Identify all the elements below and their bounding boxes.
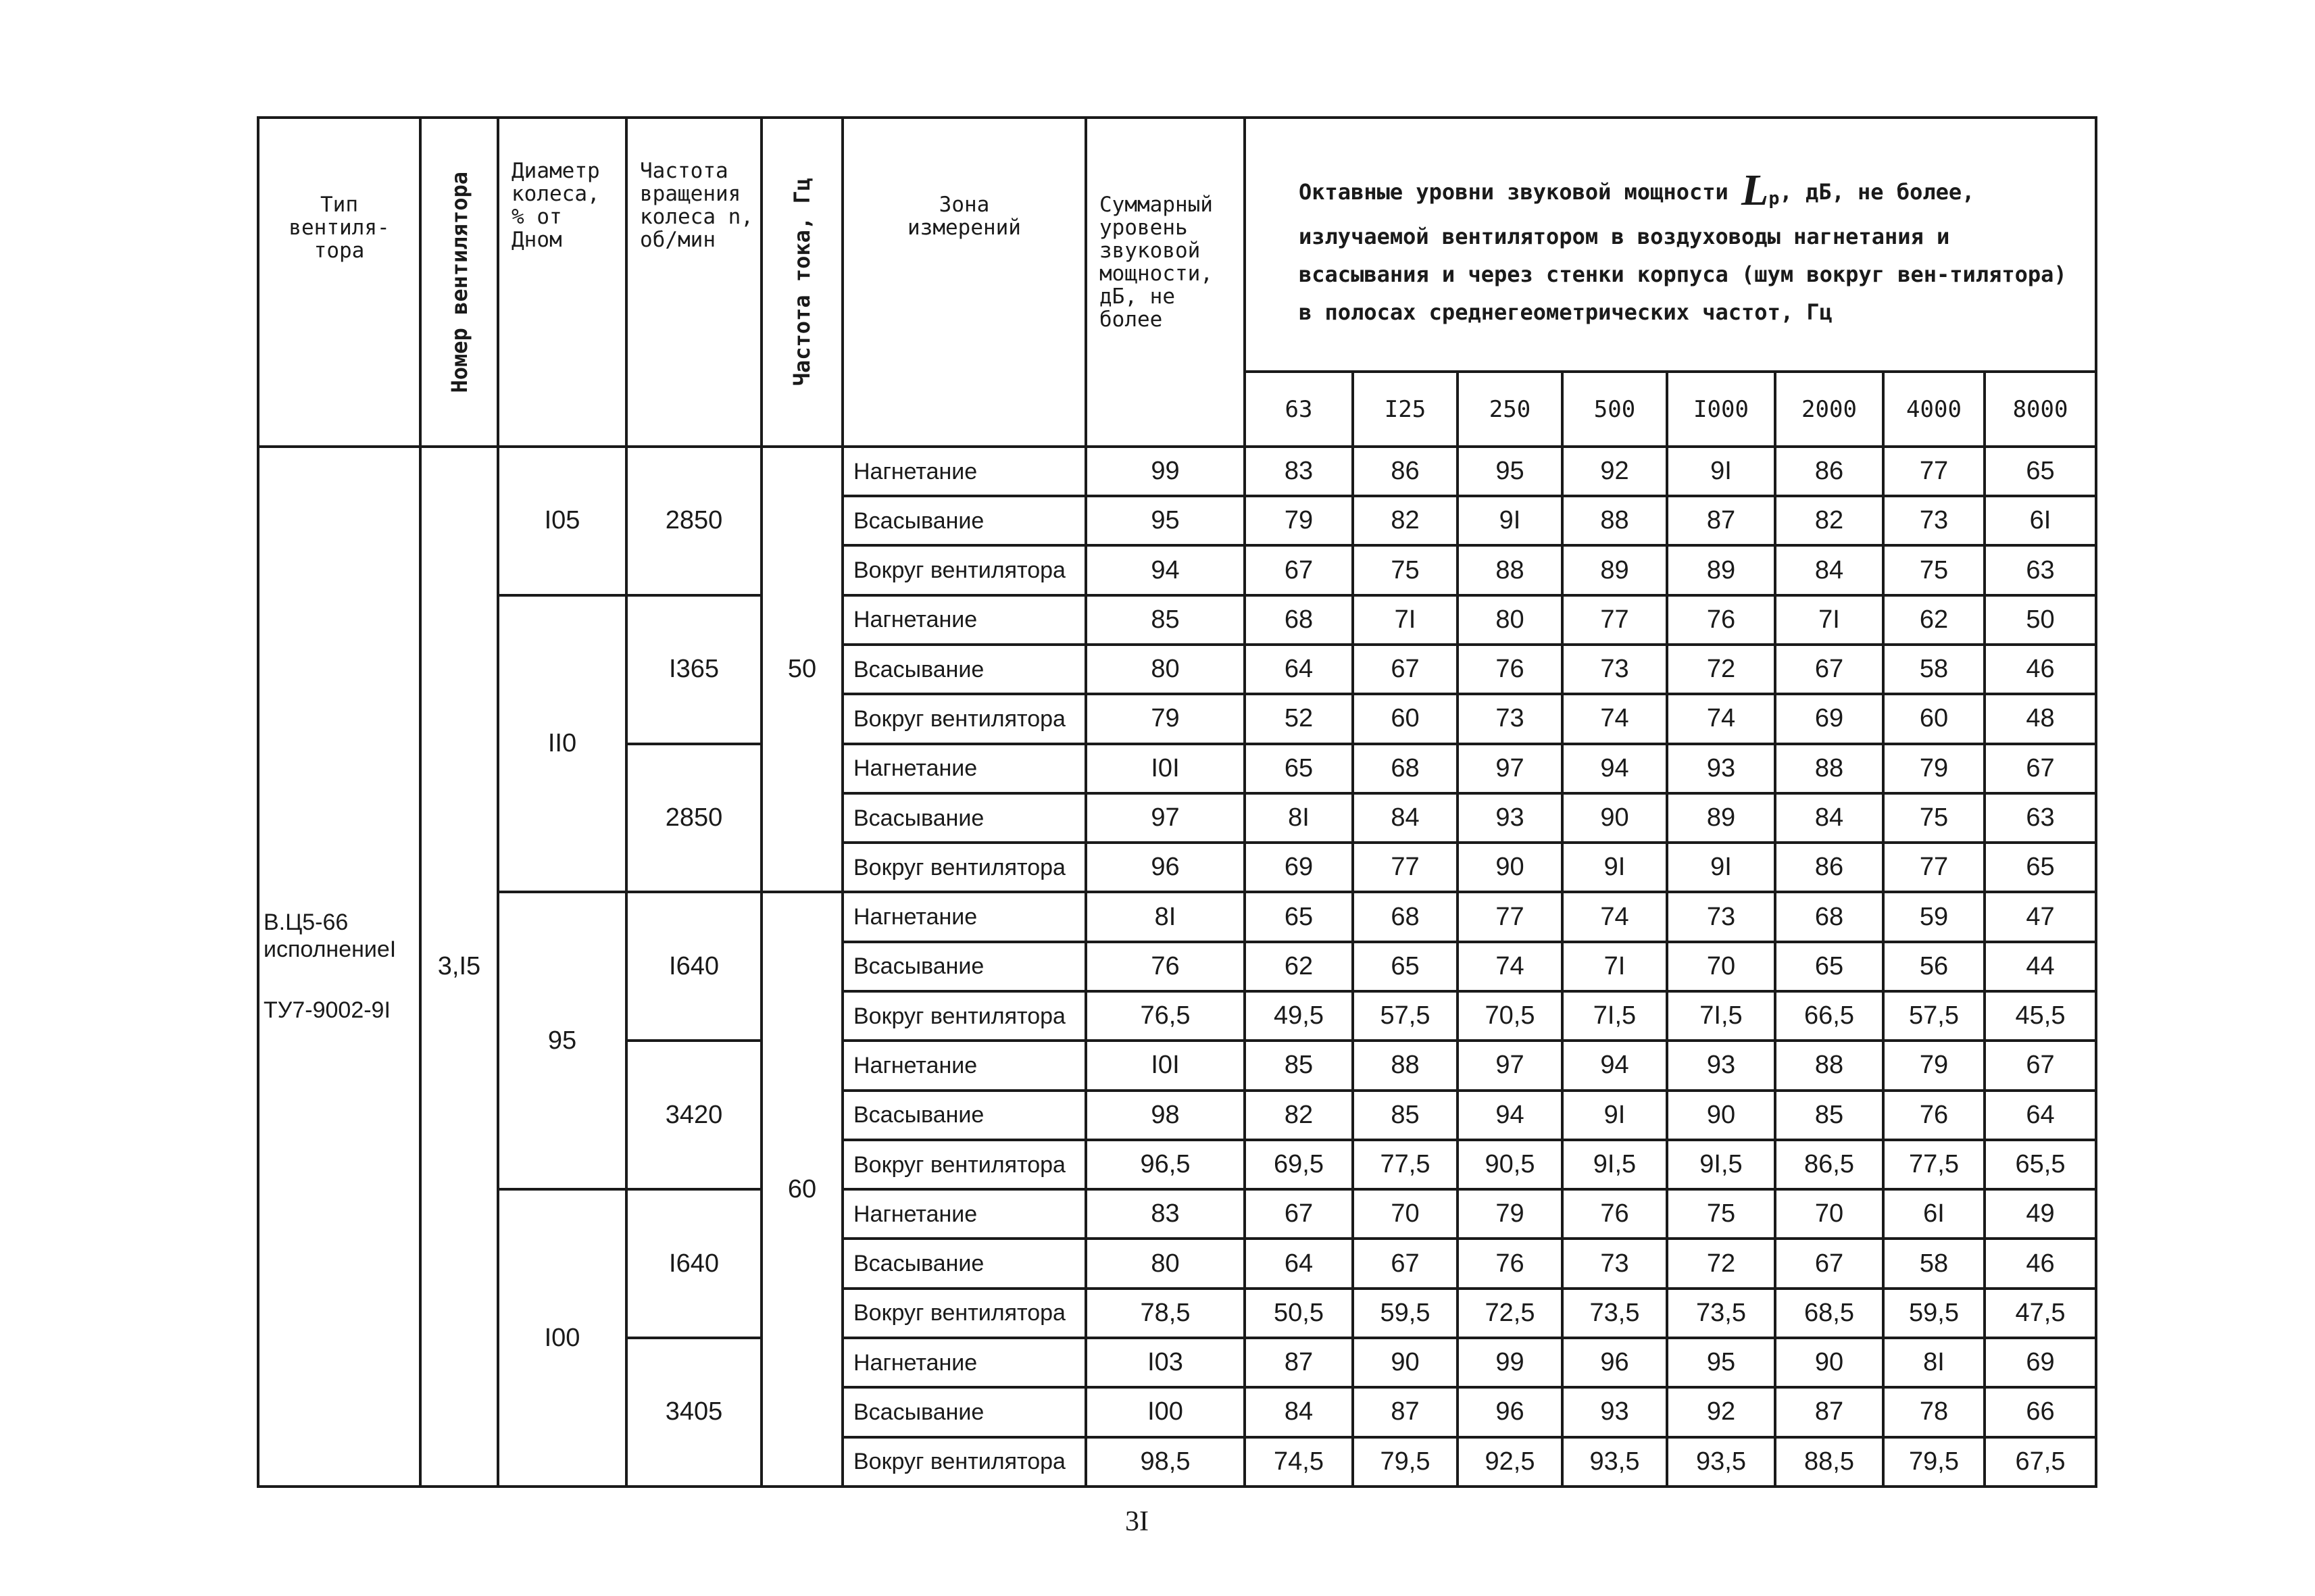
fan-type-line: ТУ7-9002-9I bbox=[264, 997, 391, 1024]
octave-level-cell: 70,5 bbox=[1458, 991, 1562, 1041]
header-rotation-speed: Частота вращения колеса n, об/мин bbox=[626, 118, 762, 447]
measurement-zone-cell: Нагнетание bbox=[843, 447, 1086, 496]
octave-level-cell: 62 bbox=[1883, 595, 1985, 645]
rotation-speed-cell: 3420 bbox=[626, 1041, 762, 1189]
measurement-zone-cell: Нагнетание bbox=[843, 1338, 1086, 1387]
octave-level-cell: 7I bbox=[1353, 595, 1458, 645]
octave-level-cell: 77 bbox=[1883, 843, 1985, 892]
rotation-speed-cell: I640 bbox=[626, 892, 762, 1041]
octave-level-cell: 60 bbox=[1883, 694, 1985, 743]
octave-level-cell: 49 bbox=[1985, 1189, 2096, 1239]
measurement-zone-cell: Вокруг вентилятора bbox=[843, 1140, 1086, 1189]
octave-level-cell: 88,5 bbox=[1775, 1437, 1883, 1487]
frequency-header: I000 bbox=[1667, 372, 1775, 446]
octave-symbol-sub: р bbox=[1768, 188, 1780, 209]
measurement-zone-cell: Всасывание bbox=[843, 1239, 1086, 1288]
octave-level-cell: 67 bbox=[1775, 1239, 1883, 1288]
measurement-zone-cell: Вокруг вентилятора bbox=[843, 694, 1086, 743]
octave-level-cell: 92 bbox=[1667, 1387, 1775, 1437]
octave-level-cell: 68 bbox=[1775, 892, 1883, 941]
octave-level-cell: 48 bbox=[1985, 694, 2096, 743]
octave-level-cell: 94 bbox=[1562, 1041, 1667, 1090]
measurement-zone-cell: Нагнетание bbox=[843, 1041, 1086, 1090]
measurement-zone-cell: Всасывание bbox=[843, 496, 1086, 545]
octave-level-cell: 67 bbox=[1985, 744, 2096, 793]
frequency-header: 250 bbox=[1458, 372, 1562, 446]
octave-level-cell: 93,5 bbox=[1562, 1437, 1667, 1487]
octave-level-cell: 73 bbox=[1562, 645, 1667, 694]
octave-level-cell: 86 bbox=[1353, 447, 1458, 496]
measurement-zone-cell: Вокруг вентилятора bbox=[843, 843, 1086, 892]
measurement-zone-cell: Всасывание bbox=[843, 793, 1086, 843]
total-level-cell: 95 bbox=[1086, 496, 1245, 545]
octave-level-cell: 73 bbox=[1562, 1239, 1667, 1288]
octave-level-cell: 9I bbox=[1458, 496, 1562, 545]
octave-level-cell: 94 bbox=[1562, 744, 1667, 793]
measurement-zone-cell: Вокруг вентилятора bbox=[843, 545, 1086, 595]
octave-level-cell: 67 bbox=[1353, 645, 1458, 694]
octave-level-cell: 77 bbox=[1562, 595, 1667, 645]
octave-level-cell: 79 bbox=[1245, 496, 1353, 545]
page-number: 3I bbox=[1125, 1506, 1149, 1537]
octave-level-cell: 67 bbox=[1985, 1041, 2096, 1090]
octave-level-cell: 94 bbox=[1458, 1091, 1562, 1140]
measurement-zone-cell: Вокруг вентилятора bbox=[843, 1289, 1086, 1338]
octave-level-cell: 68,5 bbox=[1775, 1289, 1883, 1338]
octave-level-cell: 77 bbox=[1353, 843, 1458, 892]
octave-level-cell: 65 bbox=[1985, 843, 2096, 892]
frequency-header: 2000 bbox=[1775, 372, 1883, 446]
octave-level-cell: 87 bbox=[1353, 1387, 1458, 1437]
measurement-zone-cell: Всасывание bbox=[843, 645, 1086, 694]
header-total-level: Суммарный уровень звуковой мощности, дБ, не более bbox=[1086, 118, 1245, 447]
octave-level-cell: 82 bbox=[1775, 496, 1883, 545]
octave-level-cell: 79 bbox=[1883, 1041, 1985, 1090]
octave-level-cell: 9I bbox=[1667, 447, 1775, 496]
octave-level-cell: 85 bbox=[1245, 1041, 1353, 1090]
frequency-header: 8000 bbox=[1985, 372, 2096, 446]
octave-level-cell: 7I,5 bbox=[1562, 991, 1667, 1041]
frequency-header: 4000 bbox=[1883, 372, 1985, 446]
octave-level-cell: 74,5 bbox=[1245, 1437, 1353, 1487]
octave-level-cell: 7I bbox=[1775, 595, 1883, 645]
octave-level-cell: 9I bbox=[1562, 1091, 1667, 1140]
header-octave-levels bbox=[1245, 118, 2096, 372]
octave-level-cell: 59,5 bbox=[1353, 1289, 1458, 1338]
octave-level-cell: 69,5 bbox=[1245, 1140, 1353, 1189]
total-level-cell: 76,5 bbox=[1086, 991, 1245, 1041]
total-level-cell: 96,5 bbox=[1086, 1140, 1245, 1189]
octave-level-cell: 88 bbox=[1458, 545, 1562, 595]
octave-level-cell: 52 bbox=[1245, 694, 1353, 743]
octave-level-cell: 65 bbox=[1245, 892, 1353, 941]
octave-level-cell: 77,5 bbox=[1353, 1140, 1458, 1189]
octave-level-cell: 84 bbox=[1775, 545, 1883, 595]
rotation-speed-cell: 2850 bbox=[626, 744, 762, 893]
octave-level-cell: 72 bbox=[1667, 645, 1775, 694]
octave-level-cell: 46 bbox=[1985, 1239, 2096, 1288]
total-level-cell: 97 bbox=[1086, 793, 1245, 843]
octave-level-cell: 65 bbox=[1775, 942, 1883, 991]
octave-level-cell: 96 bbox=[1562, 1338, 1667, 1387]
octave-level-cell: 92 bbox=[1562, 447, 1667, 496]
measurement-zone-cell: Вокруг вентилятора bbox=[843, 1437, 1086, 1487]
octave-level-cell: 88 bbox=[1775, 744, 1883, 793]
rotation-speed-cell: 3405 bbox=[626, 1338, 762, 1487]
octave-level-cell: 65 bbox=[1353, 942, 1458, 991]
fan-number-cell: 3,I5 bbox=[420, 447, 498, 1487]
octave-level-cell: 93 bbox=[1667, 744, 1775, 793]
octave-level-cell: 87 bbox=[1245, 1338, 1353, 1387]
octave-level-cell: 69 bbox=[1775, 694, 1883, 743]
table-row bbox=[258, 595, 2096, 645]
fan-type-cell bbox=[258, 447, 420, 1487]
octave-level-cell: 74 bbox=[1562, 892, 1667, 941]
octave-level-cell: 89 bbox=[1562, 545, 1667, 595]
measurement-zone-cell: Нагнетание bbox=[843, 595, 1086, 645]
octave-level-cell: 92,5 bbox=[1458, 1437, 1562, 1487]
octave-level-cell: 93,5 bbox=[1667, 1437, 1775, 1487]
octave-level-cell: 88 bbox=[1775, 1041, 1883, 1090]
octave-level-cell: 84 bbox=[1353, 793, 1458, 843]
octave-level-cell: 62 bbox=[1245, 942, 1353, 991]
octave-level-cell: 75 bbox=[1883, 545, 1985, 595]
octave-level-cell: 44 bbox=[1985, 942, 2096, 991]
noise-table-sheet bbox=[257, 116, 2095, 1488]
octave-level-cell: 73 bbox=[1883, 496, 1985, 545]
octave-title-part2: , дБ, не более, излучаемой вентилятором в воздуховоды нагнетания и всасывания и через стенки корпуса (шум вокруг вен-тилятора) в полосах среднегеометрических частот, Гц bbox=[1299, 179, 2067, 326]
wheel-diameter-cell: I05 bbox=[498, 447, 626, 595]
octave-level-cell: 96 bbox=[1458, 1387, 1562, 1437]
octave-level-cell: 64 bbox=[1245, 645, 1353, 694]
octave-level-cell: 88 bbox=[1562, 496, 1667, 545]
octave-level-cell: 75 bbox=[1667, 1189, 1775, 1239]
current-frequency-cell: 50 bbox=[762, 447, 843, 893]
octave-level-cell: 45,5 bbox=[1985, 991, 2096, 1041]
octave-level-cell: 58 bbox=[1883, 645, 1985, 694]
octave-level-cell: 64 bbox=[1245, 1239, 1353, 1288]
octave-level-cell: 85 bbox=[1353, 1091, 1458, 1140]
octave-level-cell: 76 bbox=[1883, 1091, 1985, 1140]
octave-level-cell: 68 bbox=[1245, 595, 1353, 645]
measurement-zone-cell: Всасывание bbox=[843, 1091, 1086, 1140]
octave-level-cell: 74 bbox=[1458, 942, 1562, 991]
octave-level-cell: 86,5 bbox=[1775, 1140, 1883, 1189]
octave-level-cell: 97 bbox=[1458, 1041, 1562, 1090]
octave-level-cell: 47 bbox=[1985, 892, 2096, 941]
octave-level-cell: 90 bbox=[1667, 1091, 1775, 1140]
octave-level-cell: 95 bbox=[1667, 1338, 1775, 1387]
measurement-zone-cell: Нагнетание bbox=[843, 892, 1086, 941]
octave-level-cell: 69 bbox=[1245, 843, 1353, 892]
total-level-cell: 76 bbox=[1086, 942, 1245, 991]
table-row bbox=[258, 892, 2096, 941]
octave-level-cell: 79,5 bbox=[1883, 1437, 1985, 1487]
octave-level-cell: 90 bbox=[1775, 1338, 1883, 1387]
octave-level-cell: 70 bbox=[1353, 1189, 1458, 1239]
total-level-cell: I0I bbox=[1086, 744, 1245, 793]
rotation-speed-cell: I640 bbox=[626, 1189, 762, 1338]
total-level-cell: I00 bbox=[1086, 1387, 1245, 1437]
total-level-cell: 80 bbox=[1086, 1239, 1245, 1288]
octave-level-cell: 65,5 bbox=[1985, 1140, 2096, 1189]
total-level-cell: 8I bbox=[1086, 892, 1245, 941]
total-level-cell: 96 bbox=[1086, 843, 1245, 892]
octave-level-cell: 93 bbox=[1667, 1041, 1775, 1090]
octave-level-cell: 49,5 bbox=[1245, 991, 1353, 1041]
header-measurement-zone: Зона измерений bbox=[843, 118, 1086, 447]
octave-level-cell: 84 bbox=[1775, 793, 1883, 843]
octave-level-cell: 70 bbox=[1667, 942, 1775, 991]
total-level-cell: 98 bbox=[1086, 1091, 1245, 1140]
total-level-cell: 98,5 bbox=[1086, 1437, 1245, 1487]
rotation-speed-cell: I365 bbox=[626, 595, 762, 744]
octave-level-cell: 88 bbox=[1353, 1041, 1458, 1090]
octave-level-cell: 9I bbox=[1667, 843, 1775, 892]
octave-level-cell: 93 bbox=[1562, 1387, 1667, 1437]
total-level-cell: 79 bbox=[1086, 694, 1245, 743]
octave-level-cell: 67 bbox=[1245, 1189, 1353, 1239]
octave-level-cell: 73 bbox=[1458, 694, 1562, 743]
octave-level-cell: 84 bbox=[1245, 1387, 1353, 1437]
octave-level-cell: 68 bbox=[1353, 892, 1458, 941]
frequency-header: I25 bbox=[1353, 372, 1458, 446]
octave-level-cell: 57,5 bbox=[1353, 991, 1458, 1041]
octave-title bbox=[1246, 119, 2095, 331]
octave-level-cell: 77,5 bbox=[1883, 1140, 1985, 1189]
octave-level-cell: 68 bbox=[1353, 744, 1458, 793]
header-row-top bbox=[258, 118, 2096, 372]
octave-level-cell: 76 bbox=[1667, 595, 1775, 645]
octave-level-cell: 79 bbox=[1458, 1189, 1562, 1239]
octave-level-cell: 8I bbox=[1883, 1338, 1985, 1387]
octave-level-cell: 93 bbox=[1458, 793, 1562, 843]
octave-level-cell: 85 bbox=[1775, 1091, 1883, 1140]
octave-level-cell: 73,5 bbox=[1667, 1289, 1775, 1338]
octave-level-cell: 72,5 bbox=[1458, 1289, 1562, 1338]
octave-level-cell: 69 bbox=[1985, 1338, 2096, 1387]
noise-level-table bbox=[257, 116, 2097, 1488]
octave-level-cell: 67,5 bbox=[1985, 1437, 2096, 1487]
octave-level-cell: 64 bbox=[1985, 1091, 2096, 1140]
total-level-cell: 80 bbox=[1086, 645, 1245, 694]
frequency-header: 500 bbox=[1562, 372, 1667, 446]
wheel-diameter-cell: 95 bbox=[498, 892, 626, 1189]
octave-level-cell: 79 bbox=[1883, 744, 1985, 793]
octave-level-cell: 60 bbox=[1353, 694, 1458, 743]
octave-level-cell: 76 bbox=[1562, 1189, 1667, 1239]
octave-level-cell: 83 bbox=[1245, 447, 1353, 496]
octave-level-cell: 90 bbox=[1458, 843, 1562, 892]
octave-level-cell: 86 bbox=[1775, 447, 1883, 496]
wheel-diameter-cell: II0 bbox=[498, 595, 626, 893]
octave-level-cell: 78 bbox=[1883, 1387, 1985, 1437]
measurement-zone-cell: Всасывание bbox=[843, 1387, 1086, 1437]
octave-level-cell: 66,5 bbox=[1775, 991, 1883, 1041]
total-level-cell: 83 bbox=[1086, 1189, 1245, 1239]
octave-level-cell: 65 bbox=[1985, 447, 2096, 496]
octave-level-cell: 80 bbox=[1458, 595, 1562, 645]
octave-level-cell: 50,5 bbox=[1245, 1289, 1353, 1338]
octave-level-cell: 87 bbox=[1775, 1387, 1883, 1437]
total-level-cell: 85 bbox=[1086, 595, 1245, 645]
octave-level-cell: 58 bbox=[1883, 1239, 1985, 1288]
octave-level-cell: 9I bbox=[1562, 843, 1667, 892]
frequency-header: 63 bbox=[1245, 372, 1353, 446]
octave-level-cell: 99 bbox=[1458, 1338, 1562, 1387]
octave-level-cell: 76 bbox=[1458, 645, 1562, 694]
octave-level-cell: 6I bbox=[1985, 496, 2096, 545]
octave-level-cell: 8I bbox=[1245, 793, 1353, 843]
octave-title-part1: Октавные уровни звуковой мощности bbox=[1299, 179, 1728, 205]
octave-level-cell: 9I,5 bbox=[1562, 1140, 1667, 1189]
octave-level-cell: 63 bbox=[1985, 793, 2096, 843]
octave-level-cell: 90 bbox=[1353, 1338, 1458, 1387]
octave-level-cell: 82 bbox=[1353, 496, 1458, 545]
current-frequency-cell: 60 bbox=[762, 892, 843, 1487]
octave-level-cell: 86 bbox=[1775, 843, 1883, 892]
octave-level-cell: 70 bbox=[1775, 1189, 1883, 1239]
octave-level-cell: 9I,5 bbox=[1667, 1140, 1775, 1189]
measurement-zone-cell: Вокруг вентилятора bbox=[843, 991, 1086, 1041]
table-row bbox=[258, 1189, 2096, 1239]
octave-level-cell: 7I bbox=[1562, 942, 1667, 991]
octave-level-cell: 63 bbox=[1985, 545, 2096, 595]
octave-level-cell: 50 bbox=[1985, 595, 2096, 645]
octave-level-cell: 46 bbox=[1985, 645, 2096, 694]
table-row bbox=[258, 447, 2096, 496]
rotation-speed-cell: 2850 bbox=[626, 447, 762, 595]
measurement-zone-cell: Всасывание bbox=[843, 942, 1086, 991]
octave-level-cell: 89 bbox=[1667, 793, 1775, 843]
octave-level-cell: 65 bbox=[1245, 744, 1353, 793]
octave-level-cell: 7I,5 bbox=[1667, 991, 1775, 1041]
octave-level-cell: 75 bbox=[1883, 793, 1985, 843]
total-level-cell: I03 bbox=[1086, 1338, 1245, 1387]
octave-level-cell: 57,5 bbox=[1883, 991, 1985, 1041]
octave-level-cell: 67 bbox=[1775, 645, 1883, 694]
octave-level-cell: 59 bbox=[1883, 892, 1985, 941]
octave-level-cell: 97 bbox=[1458, 744, 1562, 793]
octave-level-cell: 66 bbox=[1985, 1387, 2096, 1437]
octave-level-cell: 47,5 bbox=[1985, 1289, 2096, 1338]
fan-type-line: В.Ц5-66 bbox=[264, 909, 349, 936]
octave-level-cell: 59,5 bbox=[1883, 1289, 1985, 1338]
octave-level-cell: 74 bbox=[1562, 694, 1667, 743]
octave-level-cell: 79,5 bbox=[1353, 1437, 1458, 1487]
octave-level-cell: 75 bbox=[1353, 545, 1458, 595]
octave-level-cell: 77 bbox=[1458, 892, 1562, 941]
octave-level-cell: 76 bbox=[1458, 1239, 1562, 1288]
octave-level-cell: 77 bbox=[1883, 447, 1985, 496]
total-level-cell: 78,5 bbox=[1086, 1289, 1245, 1338]
octave-level-cell: 74 bbox=[1667, 694, 1775, 743]
total-level-cell: 99 bbox=[1086, 447, 1245, 496]
octave-level-cell: 73,5 bbox=[1562, 1289, 1667, 1338]
octave-level-cell: 82 bbox=[1245, 1091, 1353, 1140]
header-fan-type: Тип вентиля-тора bbox=[258, 118, 420, 447]
octave-level-cell: 90 bbox=[1562, 793, 1667, 843]
octave-level-cell: 6I bbox=[1883, 1189, 1985, 1239]
octave-level-cell: 73 bbox=[1667, 892, 1775, 941]
total-level-cell: 94 bbox=[1086, 545, 1245, 595]
octave-level-cell: 67 bbox=[1245, 545, 1353, 595]
octave-level-cell: 89 bbox=[1667, 545, 1775, 595]
octave-level-cell: 67 bbox=[1353, 1239, 1458, 1288]
wheel-diameter-cell: I00 bbox=[498, 1189, 626, 1487]
header-current-frequency: Частота тока, Гц bbox=[762, 118, 843, 447]
octave-level-cell: 72 bbox=[1667, 1239, 1775, 1288]
octave-level-cell: 56 bbox=[1883, 942, 1985, 991]
header-wheel-diameter: Диаметр колеса, % от Дном bbox=[498, 118, 626, 447]
octave-symbol: L bbox=[1741, 166, 1769, 215]
octave-level-cell: 87 bbox=[1667, 496, 1775, 545]
total-level-cell: I0I bbox=[1086, 1041, 1245, 1090]
octave-level-cell: 90,5 bbox=[1458, 1140, 1562, 1189]
measurement-zone-cell: Нагнетание bbox=[843, 1189, 1086, 1239]
header-fan-number: Номер вентилятора bbox=[420, 118, 498, 447]
fan-type-line: исполнениеI bbox=[264, 937, 397, 963]
measurement-zone-cell: Нагнетание bbox=[843, 744, 1086, 793]
octave-level-cell: 95 bbox=[1458, 447, 1562, 496]
